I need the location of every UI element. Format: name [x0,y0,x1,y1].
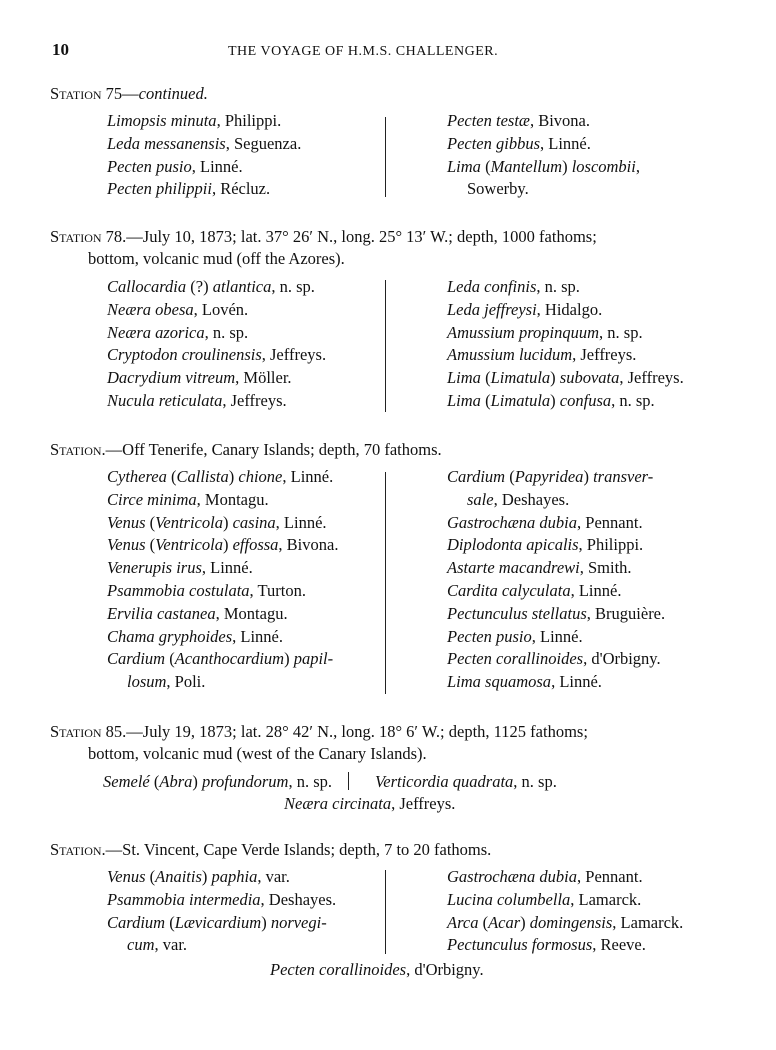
species-column-right [447,276,684,413]
species-entry: Amussium lucidum, Jeffreys. [447,345,637,365]
species-entry: losum, Poli. [127,672,206,692]
species-entry: Pecten pusio, Linné. [447,626,583,646]
station-heading: Station 85.—July 19, 1873; lat. 28° 42′ N., long. 18° 6′ W.; depth, 1125 fathoms; [50,722,588,741]
running-title: THE VOYAGE OF H.M.S. CHALLENGER. [228,44,499,59]
species-entry: Lima (Mantellum) loscombii, [447,156,640,176]
species-entry: Dacrydium vitreum, Möller. [107,368,292,388]
species-entry: Pecten philippii, Récluz. [107,179,271,199]
station-heading: Station.—Off Tenerife, Canary Islands; depth, 70 fathoms. [50,440,442,459]
species-entry: Arca (Acar) domingensis, Lamarck. [447,912,684,932]
species-entry: Psammobia costulata, Turton. [107,580,306,600]
species-entry: Cardita calyculata, Linné. [447,580,622,600]
station-heading-line2: bottom, volcanic mud (off the Azores). [88,249,345,268]
species-entry: Cytherea (Callista) chione, Linné. [107,467,334,486]
species-entry: Leda jeffreysi, Hidalgo. [447,299,603,319]
species-entry: Leda confinis, n. sp. [447,277,580,296]
species-entry: Diplodonta apicalis, Philippi. [447,535,644,555]
species-entry: Chama gryphoides, Linné. [107,626,283,646]
page-number: 10 [52,40,69,59]
species-entry-centered: Neæra circinata, Jeffreys. [284,794,456,813]
species-column-left [107,110,301,201]
station-heading: Station.—St. Vincent, Cape Verde Islands; depth, 7 to 20 fathoms. [50,840,492,859]
species-entry: Cardium (Lævicardium) norvegi- [107,912,327,932]
species-entry: Venus (Ventricola) casina, Linné. [107,512,327,532]
species-entry: Gastrochæna dubia, Pennant. [447,867,643,886]
species-entry: Pectunculus stellatus, Bruguière. [447,603,666,623]
species-entry: Cryptodon croulinensis, Jeffreys. [107,345,327,365]
species-entry: Amussium propinquum, n. sp. [447,322,643,342]
species-entry: Ervilia castanea, Montagu. [107,603,288,623]
species-column-left [107,866,336,957]
species-entry: Neæra obesa, Lovén. [107,299,249,319]
column-divider [348,772,349,790]
species-column-right [447,466,665,694]
species-entry: Verticordia quadrata, n. sp. [375,772,557,791]
species-entry: Psammobia intermedia, Deshayes. [107,889,337,909]
species-entry: Pecten pusio, Linné. [107,156,243,176]
species-column-right [447,110,640,201]
species-entry: Pectunculus formosus, Reeve. [447,935,646,955]
station-heading-line2: bottom, volcanic mud (west of the Canary Islands). [88,744,427,763]
species-entry: Callocardia (?) atlantica, n. sp. [107,277,315,296]
species-entry: Limopsis minuta, Philippi. [107,111,282,130]
species-entry: Venus (Ventricola) effossa, Bivona. [107,535,339,555]
species-entry: sale, Deshayes. [467,489,570,509]
species-entry: Pecten testæ, Bivona. [447,111,590,130]
station-heading: Station 75—continued. [50,84,208,103]
species-entry: Gastrochæna dubia, Pennant. [447,512,643,532]
species-entry-centered: Pecten corallinoides, d'Orbigny. [270,960,484,979]
column-divider [385,280,386,412]
species-entry: Neæra azorica, n. sp. [107,322,249,342]
species-column-right [447,866,683,957]
species-entry: Venerupis irus, Linné. [107,558,253,578]
species-entry: Astarte macandrewi, Smith. [447,558,632,578]
column-divider [385,472,386,694]
species-entry: Lucina columbella, Lamarck. [447,889,642,909]
species-column-left [107,276,326,413]
species-entry: Cardium (Papyridea) transver- [447,467,654,486]
species-entry: Cardium (Acanthocardium) papil- [107,649,334,669]
species-entry: Lima squamosa, Linné. [447,672,602,692]
species-entry: Pecten corallinoides, d'Orbigny. [447,649,661,669]
species-entry: Pecten gibbus, Linné. [447,133,591,153]
station-heading: Station 78.—July 10, 1873; lat. 37° 26′ N., long. 25° 13′ W.; depth, 1000 fathoms; [50,227,597,246]
species-entry: Circe minima, Montagu. [107,489,269,509]
species-entry: Sowerby. [467,179,529,199]
column-divider [385,117,386,197]
species-entry: Leda messanensis, Seguenza. [107,133,302,153]
species-entry: Venus (Anaitis) paphia, var. [107,867,290,886]
species-entry: Nucula reticulata, Jeffreys. [107,390,287,410]
species-column-left [107,466,338,694]
species-entry: Lima (Limatula) confusa, n. sp. [447,390,655,410]
species-entry: Lima (Limatula) subovata, Jeffreys. [447,368,684,388]
species-entry: cum, var. [127,935,188,955]
species-inline-pair [103,772,557,792]
species-entry: Semelé (Abra) profundorum, n. sp. [103,772,333,791]
column-divider [385,870,386,954]
